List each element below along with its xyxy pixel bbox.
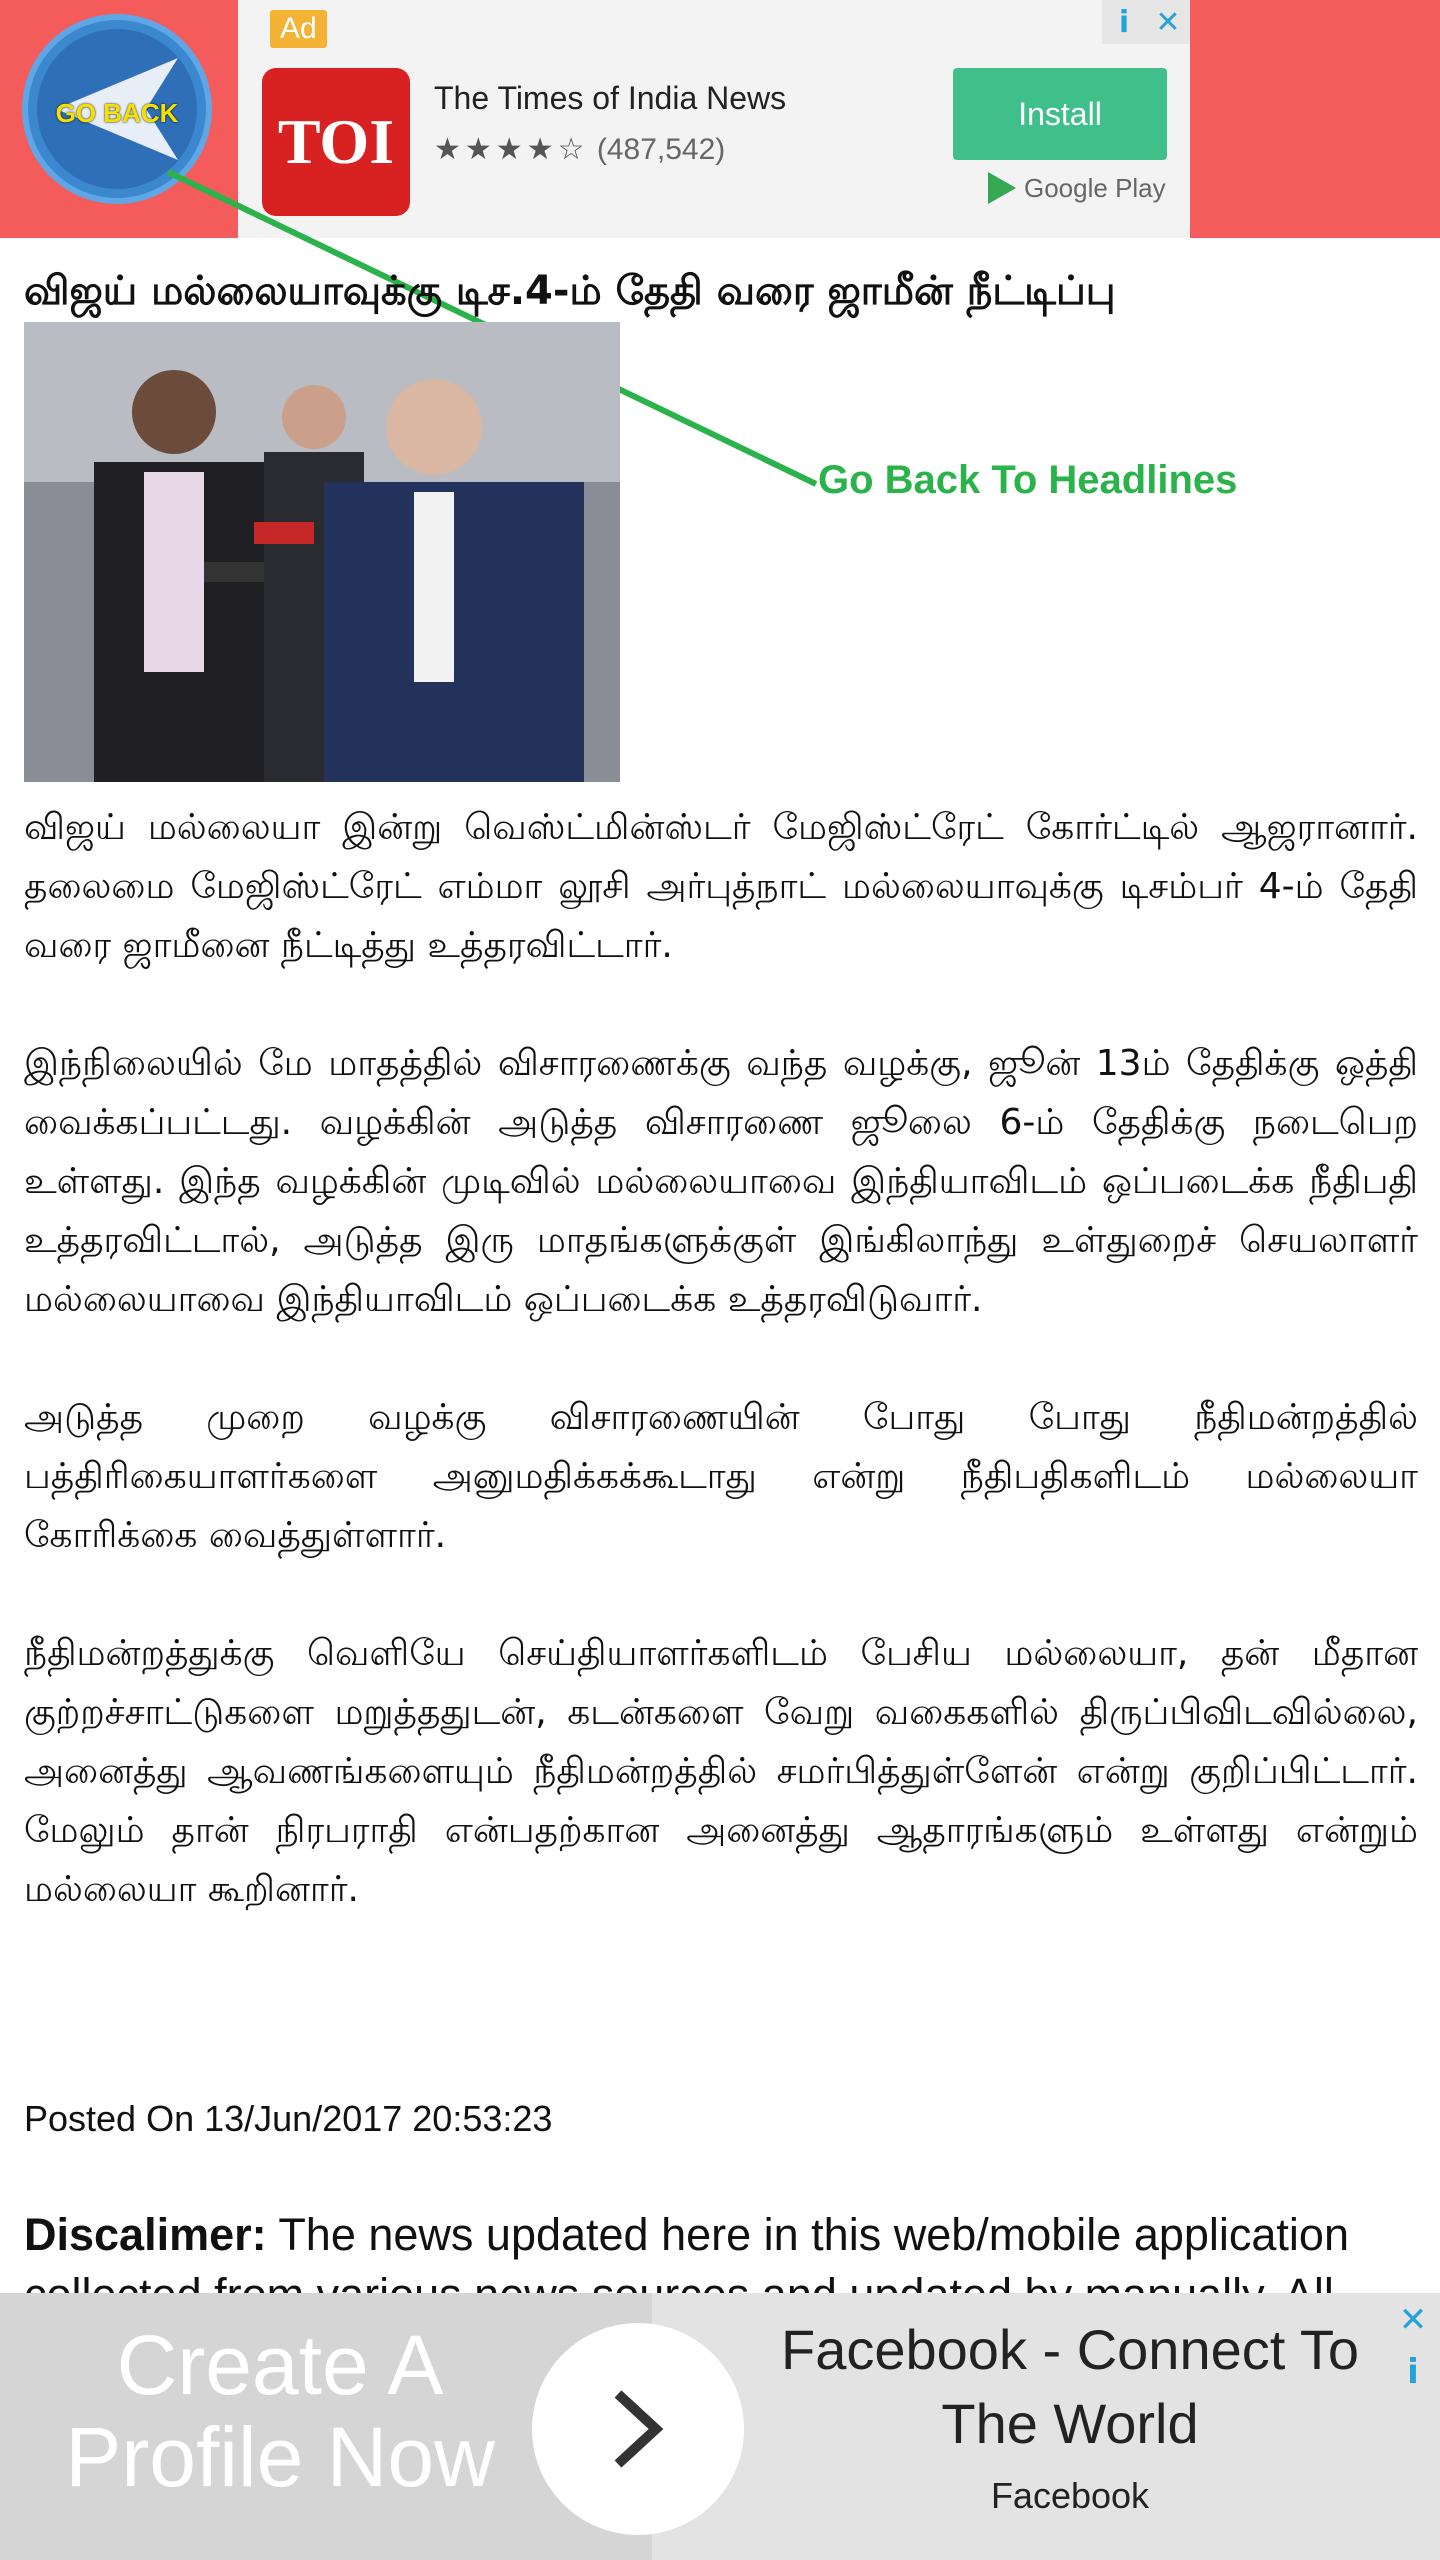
chevron-right-icon: [598, 2379, 678, 2479]
article-paragraph: நீதிமன்றத்துக்கு வெளியே செய்தியாளர்களிடம் பேசிய மல்லையா, தன் மீதான குற்றச்சாட்டுகளை மறுத்ததுடன், கடன்களை வேறு வகைகளில் திருப்பிவிடவில்லை, அனைத்து ஆவணங்களையும் நீதிமன்றத்தில் சமர்பித்துள்ளேன் என்று குறிப்பிட்டார். மேலும் தான் நிரபராதி என்பதற்கான அனைத்து ஆதாரங்களும் உள்ளது என்றும் மல்லையா கூறினார்.: [24, 1633, 1418, 1910]
disclaimer-text: The news updated here in this web/mobile application: [278, 2209, 1349, 2260]
google-play-label: Google Play: [1024, 172, 1166, 203]
app-logo[interactable]: TOI: [262, 68, 410, 216]
rating-count: (487,542): [596, 133, 726, 166]
article-body: [24, 798, 1418, 1919]
ad-info-icon[interactable]: i: [1102, 0, 1146, 44]
bottom-ad[interactable]: [0, 2293, 1440, 2560]
go-back-tip: Go Back To Headlines: [818, 458, 1238, 502]
install-button[interactable]: Install: [953, 68, 1167, 160]
ad-tag: Ad: [270, 10, 327, 48]
bottom-ad-title[interactable]: Facebook - Connect To The World: [781, 2318, 1359, 2455]
photo-illustration: [24, 322, 620, 782]
article-photo: [24, 322, 620, 782]
bottom-ad-close-icon[interactable]: ✕: [1398, 2300, 1428, 2340]
ad-close-icon[interactable]: ✕: [1146, 0, 1190, 44]
go-back-label: GO BACK: [55, 98, 179, 128]
ad-app-name[interactable]: The Times of India News: [434, 80, 787, 116]
article-paragraph: அடுத்த முறை வழக்கு விசாரணையின் போது போது நீதிமன்றத்தில் பத்திரிகையாளர்களை அனுமதிக்கக்கூடாது என்று நீதிபதிகளிடம் மல்லையா கோரிக்கை வைத்துள்ளார்.: [24, 1397, 1418, 1556]
article-paragraph: இந்நிலையில் மே மாதத்தில் விசாரணைக்கு வந்த வழக்கு, ஜூன் 13ம் தேதிக்கு ஒத்தி வைக்கப்பட்டது. வழக்கின் அடுத்த விசாரணை ஜூலை 6-ம் தேதிக்கு நடைபெற உள்ளது. இந்த வழக்கின் முடிவில் மல்லையாவை இந்தியாவிடம் ஒப்படைக்க நீதிபதி உத்தரவிட்டால், அடுத்த இரு மாதங்களுக்குள் இங்கிலாந்து உள்துறைச் செயலாளர் மல்லையாவை இந்தியாவிடம் ஒப்படைக்க உத்தரவிடுவார்.: [24, 1043, 1418, 1320]
article-title: விஜய் மல்லையாவுக்கு டிச.4-ம் தேதி வரை ஜாமீன் நீட்டிப்பு: [24, 268, 1116, 314]
disclaimer-label: Discalimer:: [24, 2209, 267, 2260]
bottom-ad-subtitle: Facebook: [990, 2475, 1150, 2516]
bottom-ad-controls: [1392, 2299, 1434, 2393]
article-paragraph: விஜய் மல்லையா இன்று வெஸ்ட்மின்ஸ்டர் மேஜிஸ்ட்ரேட் கோர்ட்டில் ஆஜரானார். தலைமை மேஜிஸ்ட்ரேட் எம்மா லூசி அர்புத்நாட் மல்லையாவுக்கு டிசம்பர் 4-ம் தேதி வரை ஜாமீனை நீட்டித்து உத்தரவிட்டார்.: [24, 807, 1418, 966]
rating-stars: ★★★★☆: [434, 133, 589, 166]
bottom-ad-arrow-button[interactable]: [532, 2323, 744, 2535]
posted-timestamp: Posted On 13/Jun/2017 20:53:23: [24, 2098, 553, 2139]
bottom-ad-cta[interactable]: Create A Profile Now: [65, 2318, 495, 2504]
bottom-ad-info-icon[interactable]: i: [1407, 2352, 1419, 2392]
